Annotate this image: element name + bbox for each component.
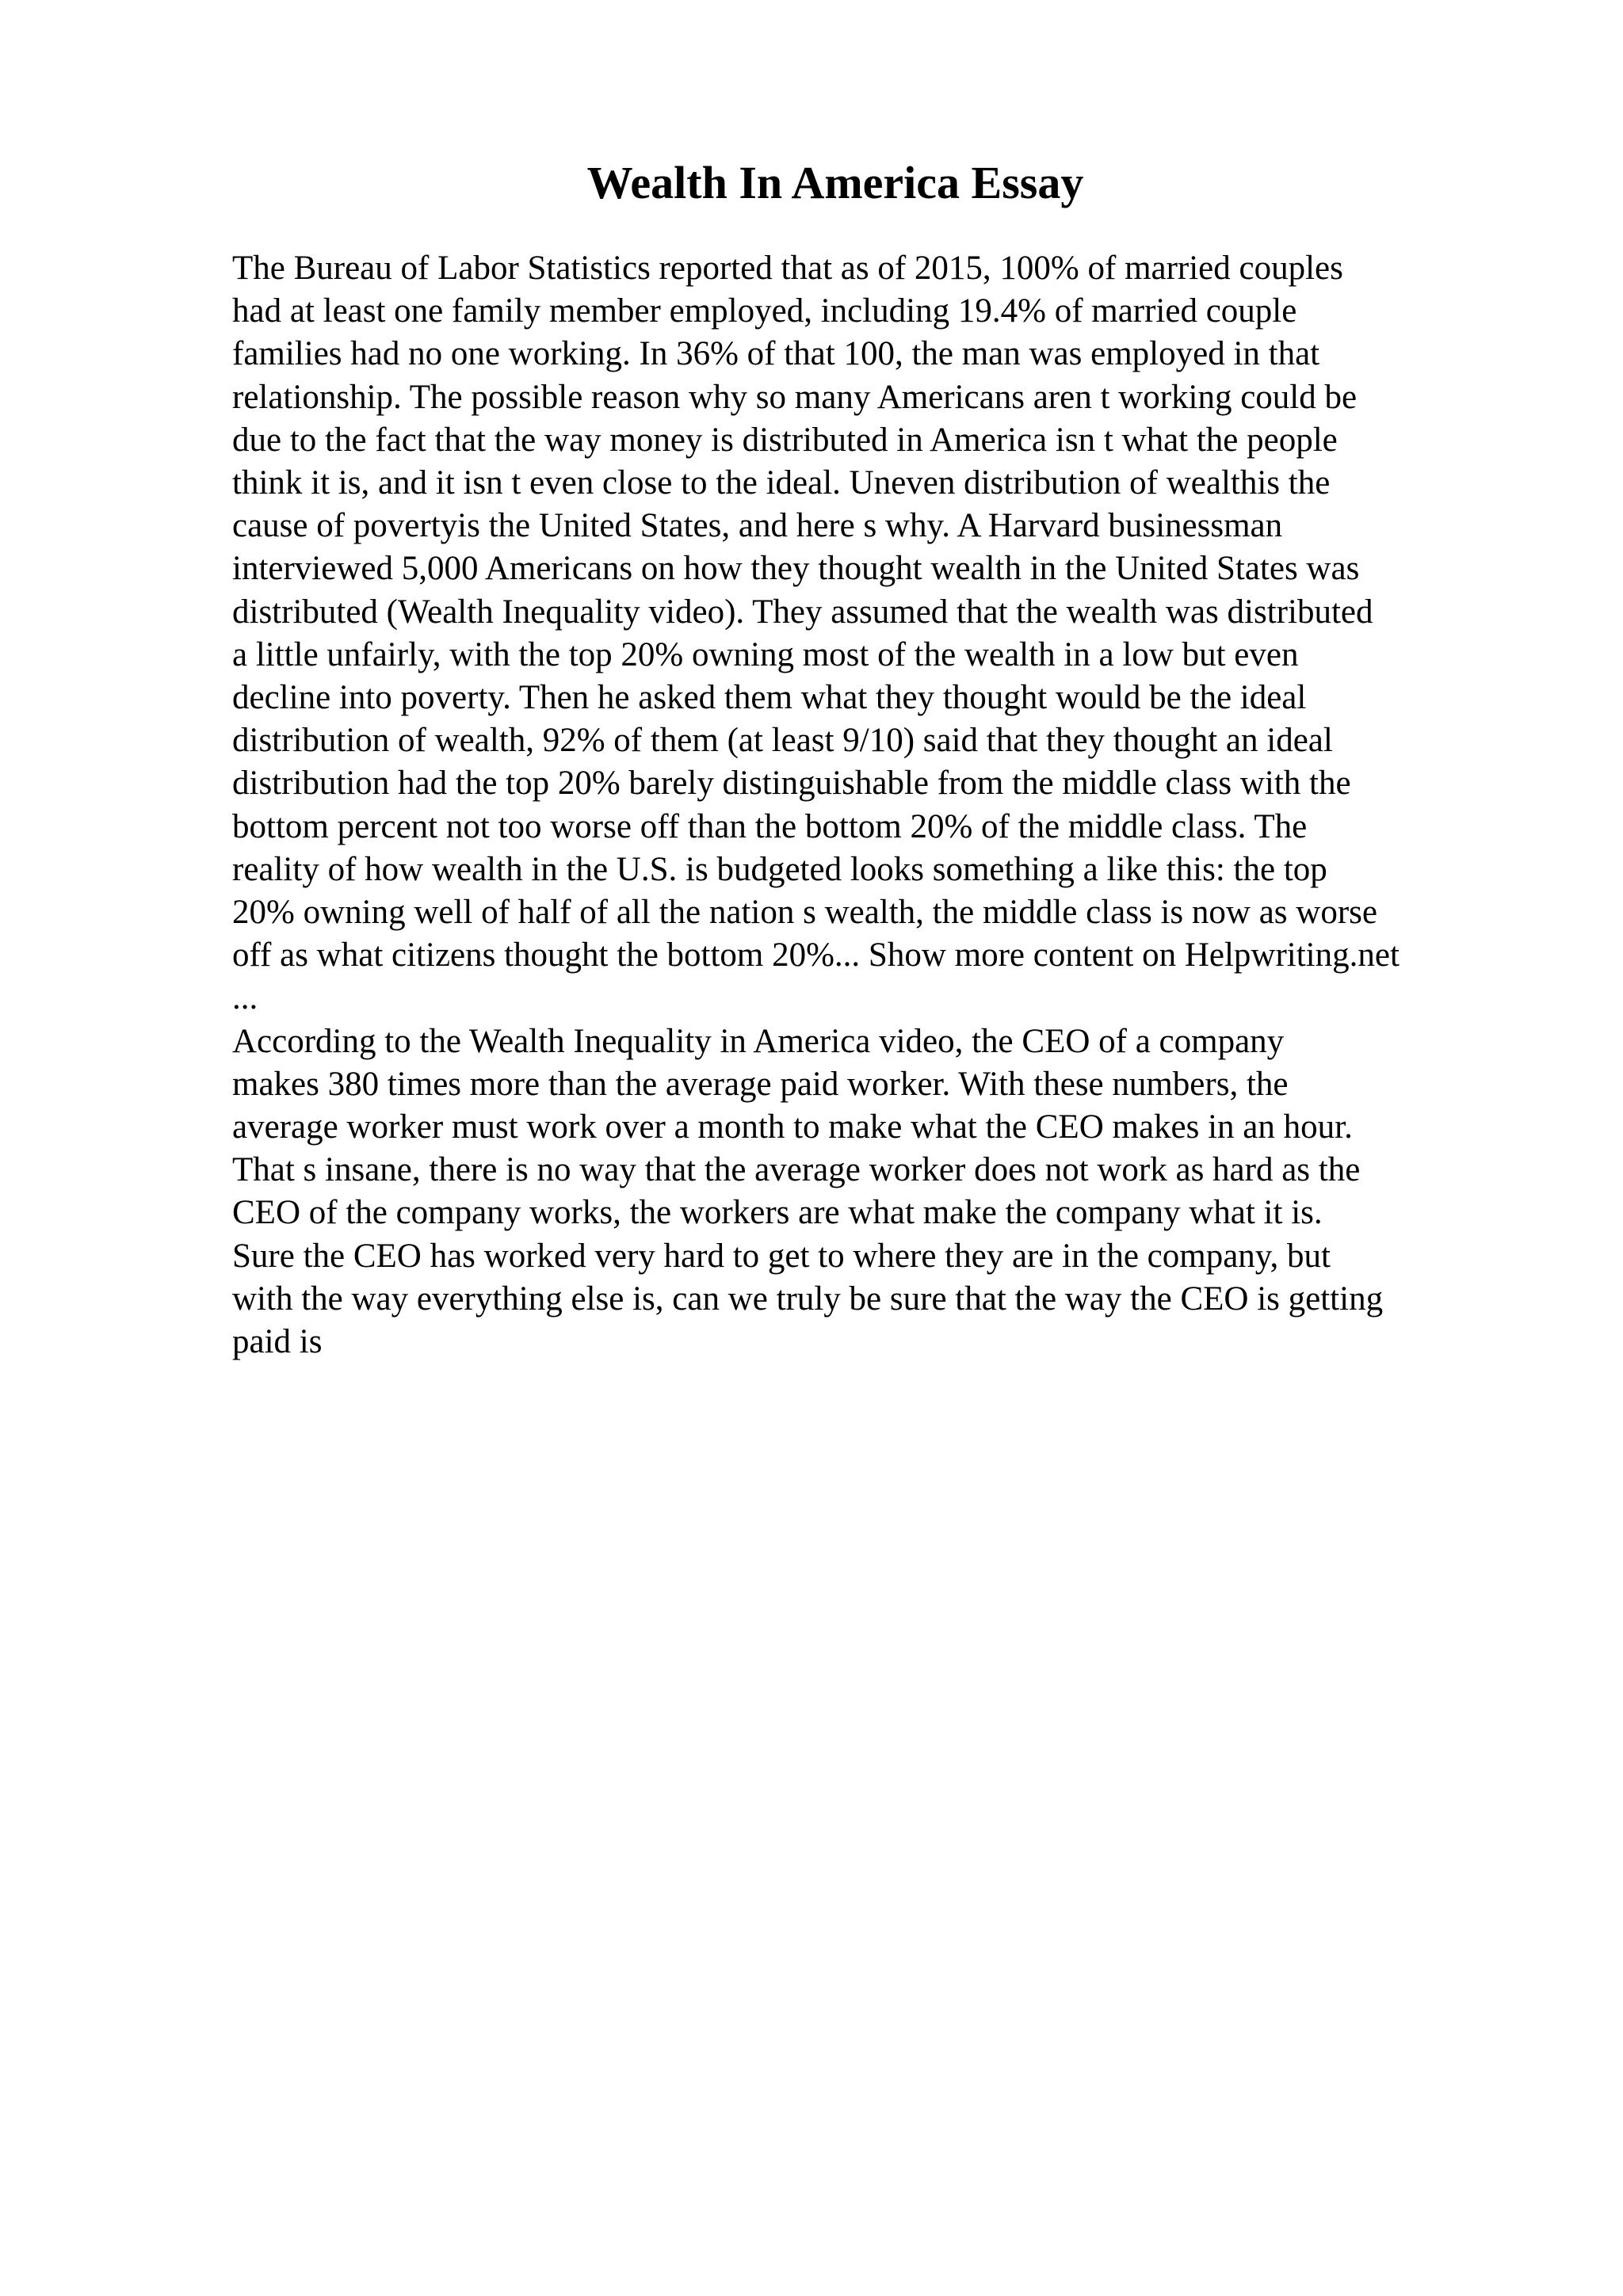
text-line: had at least one family member employed, including 19.4% of married couple	[232, 292, 1297, 330]
text-line: bottom percent not too worse off than the bottom 20% of the middle class. The	[232, 807, 1308, 845]
text-line: average worker must work over a month to make what the CEO makes in an hour.	[232, 1108, 1353, 1146]
text-line: distribution of wealth, 92% of them (at least 9/10) said that they thought an ideal	[232, 722, 1333, 760]
text-line: decline into poverty. Then he asked them what they thought would be the ideal	[232, 679, 1307, 717]
essay-title: Wealth In America Essay	[586, 157, 1084, 208]
text-line: off as what citizens thought the bottom 20%... Show more content on Helpwriting.net	[232, 936, 1400, 974]
text-line: due to the fact that the way money is distributed in America isn t what the people	[232, 421, 1338, 459]
text-line: interviewed 5,000 Americans on how they thought wealth in the United States was	[232, 550, 1360, 588]
text-line: with the way everything else is, can we truly be sure that the way the CEO is getting	[232, 1280, 1384, 1318]
text-line: According to the Wealth Inequality in America video, the CEO of a company	[232, 1022, 1285, 1060]
text-line: paid is	[232, 1323, 323, 1361]
text-line: reality of how wealth in the U.S. is budgeted looks something a like this: the top	[232, 850, 1327, 888]
text-line: distributed (Wealth Inequality video). They assumed that the wealth was distributed	[232, 593, 1373, 631]
text-line: Sure the CEO has worked very hard to get to where they are in the company, but	[232, 1237, 1331, 1275]
text-line: cause of povertyis the United States, and here s why. A Harvard businessman	[232, 507, 1283, 545]
text-line: That s insane, there is no way that the average worker does not work as hard as the	[232, 1151, 1361, 1189]
text-line: ...	[232, 979, 258, 1017]
text-line: distribution had the top 20% barely distinguishable from the middle class with the	[232, 765, 1351, 803]
text-line: a little unfairly, with the top 20% owning most of the wealth in a low but even	[232, 635, 1299, 673]
text-line: The Bureau of Labor Statistics reported that as of 2015, 100% of married couples	[232, 250, 1343, 287]
essay-body	[232, 247, 1516, 1363]
text-line: 20% owning well of half of all the nation s wealth, the middle class is now as worse	[232, 894, 1377, 932]
text-line: relationship. The possible reason why so many Americans aren t working could be	[232, 378, 1358, 416]
text-line: families had no one working. In 36% of that 100, the man was employed in that	[232, 335, 1320, 373]
text-line: makes 380 times more than the average paid worker. With these numbers, the	[232, 1065, 1289, 1103]
text-line: CEO of the company works, the workers are what make the company what it is.	[232, 1194, 1323, 1232]
text-line: think it is, and it isn t even close to the ideal. Uneven distribution of wealthis the	[232, 464, 1331, 502]
